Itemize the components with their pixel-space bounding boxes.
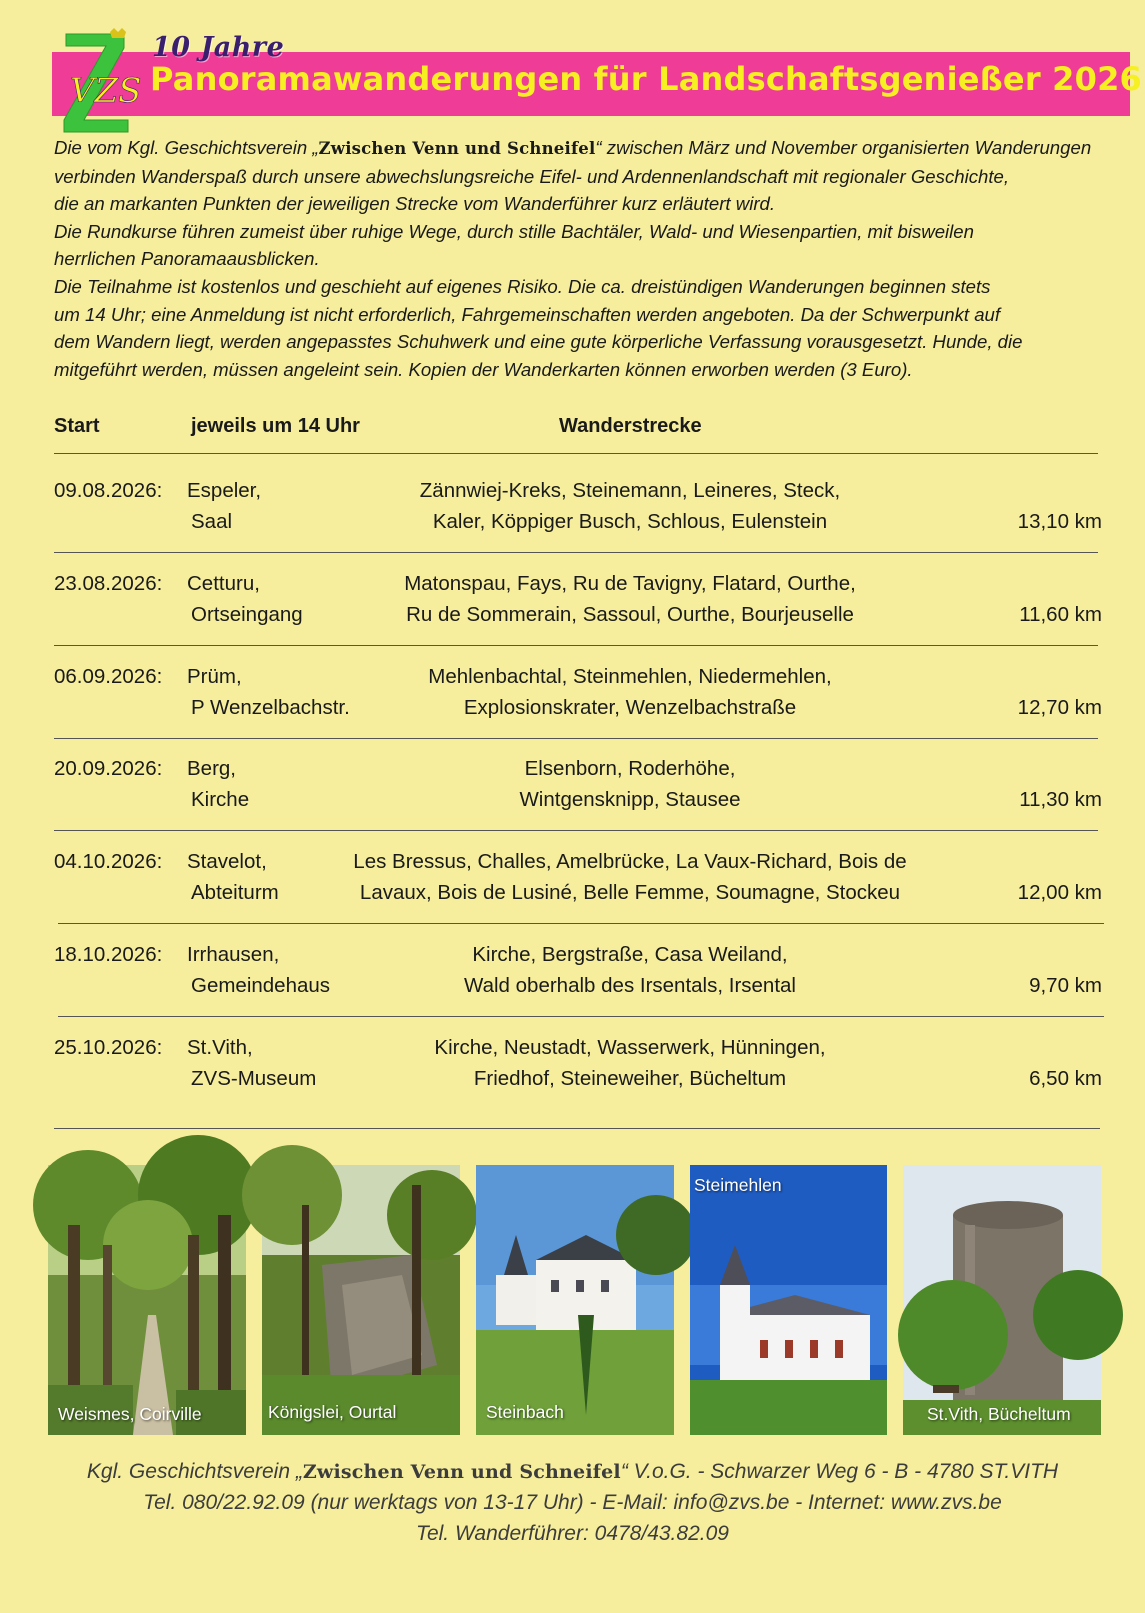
page-title: Panoramawanderungen für Landschaftsgenießer 2026 [150,60,1143,98]
logo-letters: VZS [70,71,142,111]
intro-line: verbinden Wanderspaß durch unsere abwechslungsreiche Eifel- und Ardennenlandschaft mit regionaler Geschichte, [54,165,1010,187]
hike-date: 09.08.2026: [54,479,163,502]
photo-caption: St.Vith, Bücheltum [927,1404,1071,1424]
start-place-detail: Abteiturm [191,881,279,905]
header-divider [54,453,1098,454]
forest-path-image [48,1165,246,1435]
column-header-start: Start [54,415,100,437]
route-line-2: Ru de Sommerain, Sassoul, Ourthe, Bourjeuselle [406,602,854,626]
footer-address [0,1460,1145,1484]
start-place-detail: Gemeindehaus [191,974,331,997]
route-line-2: Friedhof, Steineweiher, Bücheltum [473,1066,787,1090]
footer-guide-phone: Tel. Wanderführer: 0478/43.82.09 [416,1522,729,1545]
start-place-detail: Saal [191,510,233,533]
start-place: Prüm, [187,664,242,688]
intro-line: Die Teilnahme ist kostenlos und geschieht auf eigenes Risiko. Die ca. dreistündigen Wanderungen beginnen stets [54,275,991,297]
row-divider [58,1016,1104,1017]
route-distance: 11,60 km [1019,602,1102,626]
route-line-1: Mehlenbachtal, Steinmehlen, Niedermehlen, [428,664,832,688]
jubilee-label: 10 Jahre [152,32,285,63]
organisation-name: Zwischen Venn und Schneifel [318,139,596,158]
hike-date: 23.08.2026: [54,571,163,595]
route-line-1: Zännwiej-Kreks, Steinemann, Leineres, Steck, [419,479,841,502]
intro-paragraph-1 [54,134,1129,218]
route-distance: 11,30 km [1019,788,1102,812]
footer-text-fragment: Kgl. Geschichtsverein „ [86,1460,303,1483]
hike-date: 06.09.2026: [54,664,163,688]
photo-steinbach [476,1165,674,1435]
rock-forest-image [262,1165,460,1435]
route-distance: 13,10 km [1017,510,1102,533]
route-distance: 9,70 km [1029,974,1102,997]
start-place: Irrhausen, [187,943,280,966]
photo-caption: Steimehlen [694,1175,782,1195]
intro-line: herrlichen Panoramaausblicken. [54,248,320,270]
column-header-route: Wanderstrecke [559,415,702,437]
row-divider [54,738,1098,739]
column-header-time: jeweils um 14 Uhr [191,415,360,437]
start-place: St.Vith, [187,1035,253,1059]
route-line-2: Lavaux, Bois de Lusiné, Belle Femme, Soumagne, Stockeu [359,881,901,905]
intro-line: dem Wandern liegt, werden angepasstes Schuhwerk und eine gute körperliche Verfassung vorausgesetzt. Hunde, die [54,331,1023,353]
route-line-2: Kaler, Köppiger Busch, Schlous, Eulenstein [432,510,828,533]
intro-line: mitgeführt werden, müssen angeleint sein. Kopien der Wanderkarten können erworben werden (3 Euro). [54,358,913,380]
photo-caption: Königslei, Ourtal [268,1402,397,1422]
intro-text [54,134,1129,383]
start-place: Stavelot, [187,850,267,874]
tower-image [903,1165,1101,1435]
chapel-image [690,1165,887,1435]
route-line-1: Matonspau, Fays, Ru de Tavigny, Flatard, Ourthe, [404,571,856,595]
intro-text-fragment: Die vom Kgl. Geschichtsverein „ [54,137,319,158]
footer-text-fragment: “ V.o.G. - Schwarzer Weg 6 - B - 4780 ST.VITH [620,1460,1059,1483]
photo-caption: Weismes, Coirville [58,1404,202,1424]
route-line-1: Kirche, Neustadt, Wasserwerk, Hünningen, [434,1035,826,1059]
footer-contact: Tel. 080/22.92.09 (nur werktags von 13-17 Uhr) - E-Mail: info@zvs.be - Internet: www.zvs.be [143,1491,1002,1514]
hike-date: 04.10.2026: [54,850,163,874]
hike-date: 25.10.2026: [54,1035,163,1059]
chateau-image [476,1165,674,1435]
start-place-detail: P Wenzelbachstr. [191,695,350,719]
intro-paragraph-3 [54,273,1129,383]
row-divider [54,1128,1100,1129]
row-divider [54,645,1098,646]
photo-caption: Steinbach [486,1402,564,1422]
start-place-detail: Ortseingang [191,602,303,626]
start-place-detail: ZVS-Museum [191,1066,317,1090]
photo-st-vith [903,1165,1101,1435]
hike-date: 18.10.2026: [54,943,163,966]
route-line-2: Wald oberhalb des Irsentals, Irsental [464,974,796,997]
row-divider [54,552,1098,553]
route-line-1: Kirche, Bergstraße, Casa Weiland, [472,943,788,966]
route-distance: 6,50 km [1029,1066,1102,1090]
intro-text-fragment: “ zwischen März und November organisierten Wanderungen [595,137,1092,158]
route-distance: 12,00 km [1017,881,1102,905]
start-place: Cetturu, [187,571,260,595]
intro-line: die an markanten Punkten der jeweiligen Strecke vom Wanderführer kurz erläutert wird. [54,193,776,215]
route-line-1: Elsenborn, Roderhöhe, [524,757,736,781]
hike-date: 20.09.2026: [54,757,163,781]
intro-paragraph-2 [54,218,1129,273]
intro-line: Die Rundkurse führen zumeist über ruhige Wege, durch stille Bachtäler, Wald- und Wiesenpartien, mit bisweilen [54,220,974,242]
footer-organisation-name: Zwischen Venn und Schneifel [302,1461,621,1483]
photo-weismes [48,1165,246,1435]
route-distance: 12,70 km [1017,695,1102,719]
intro-line: um 14 Uhr; eine Anmeldung ist nicht erforderlich, Fahrgemeinschaften werden angeboten. Da der Schwerpunkt auf [54,303,1001,325]
zvs-logo [62,30,142,134]
route-line-1: Les Bressus, Challes, Amelbrücke, La Vaux-Richard, Bois de [353,850,907,874]
start-place: Espeler, [187,479,262,502]
route-line-2: Wintgensknipp, Stausee [519,788,741,812]
photo-steimehlen [690,1165,887,1435]
row-divider [58,923,1104,924]
photo-koenigslei [262,1165,460,1435]
route-line-2: Explosionskrater, Wenzelbachstraße [463,695,797,719]
start-place-detail: Kirche [191,788,250,812]
start-place: Berg, [187,757,236,781]
row-divider [54,830,1098,831]
